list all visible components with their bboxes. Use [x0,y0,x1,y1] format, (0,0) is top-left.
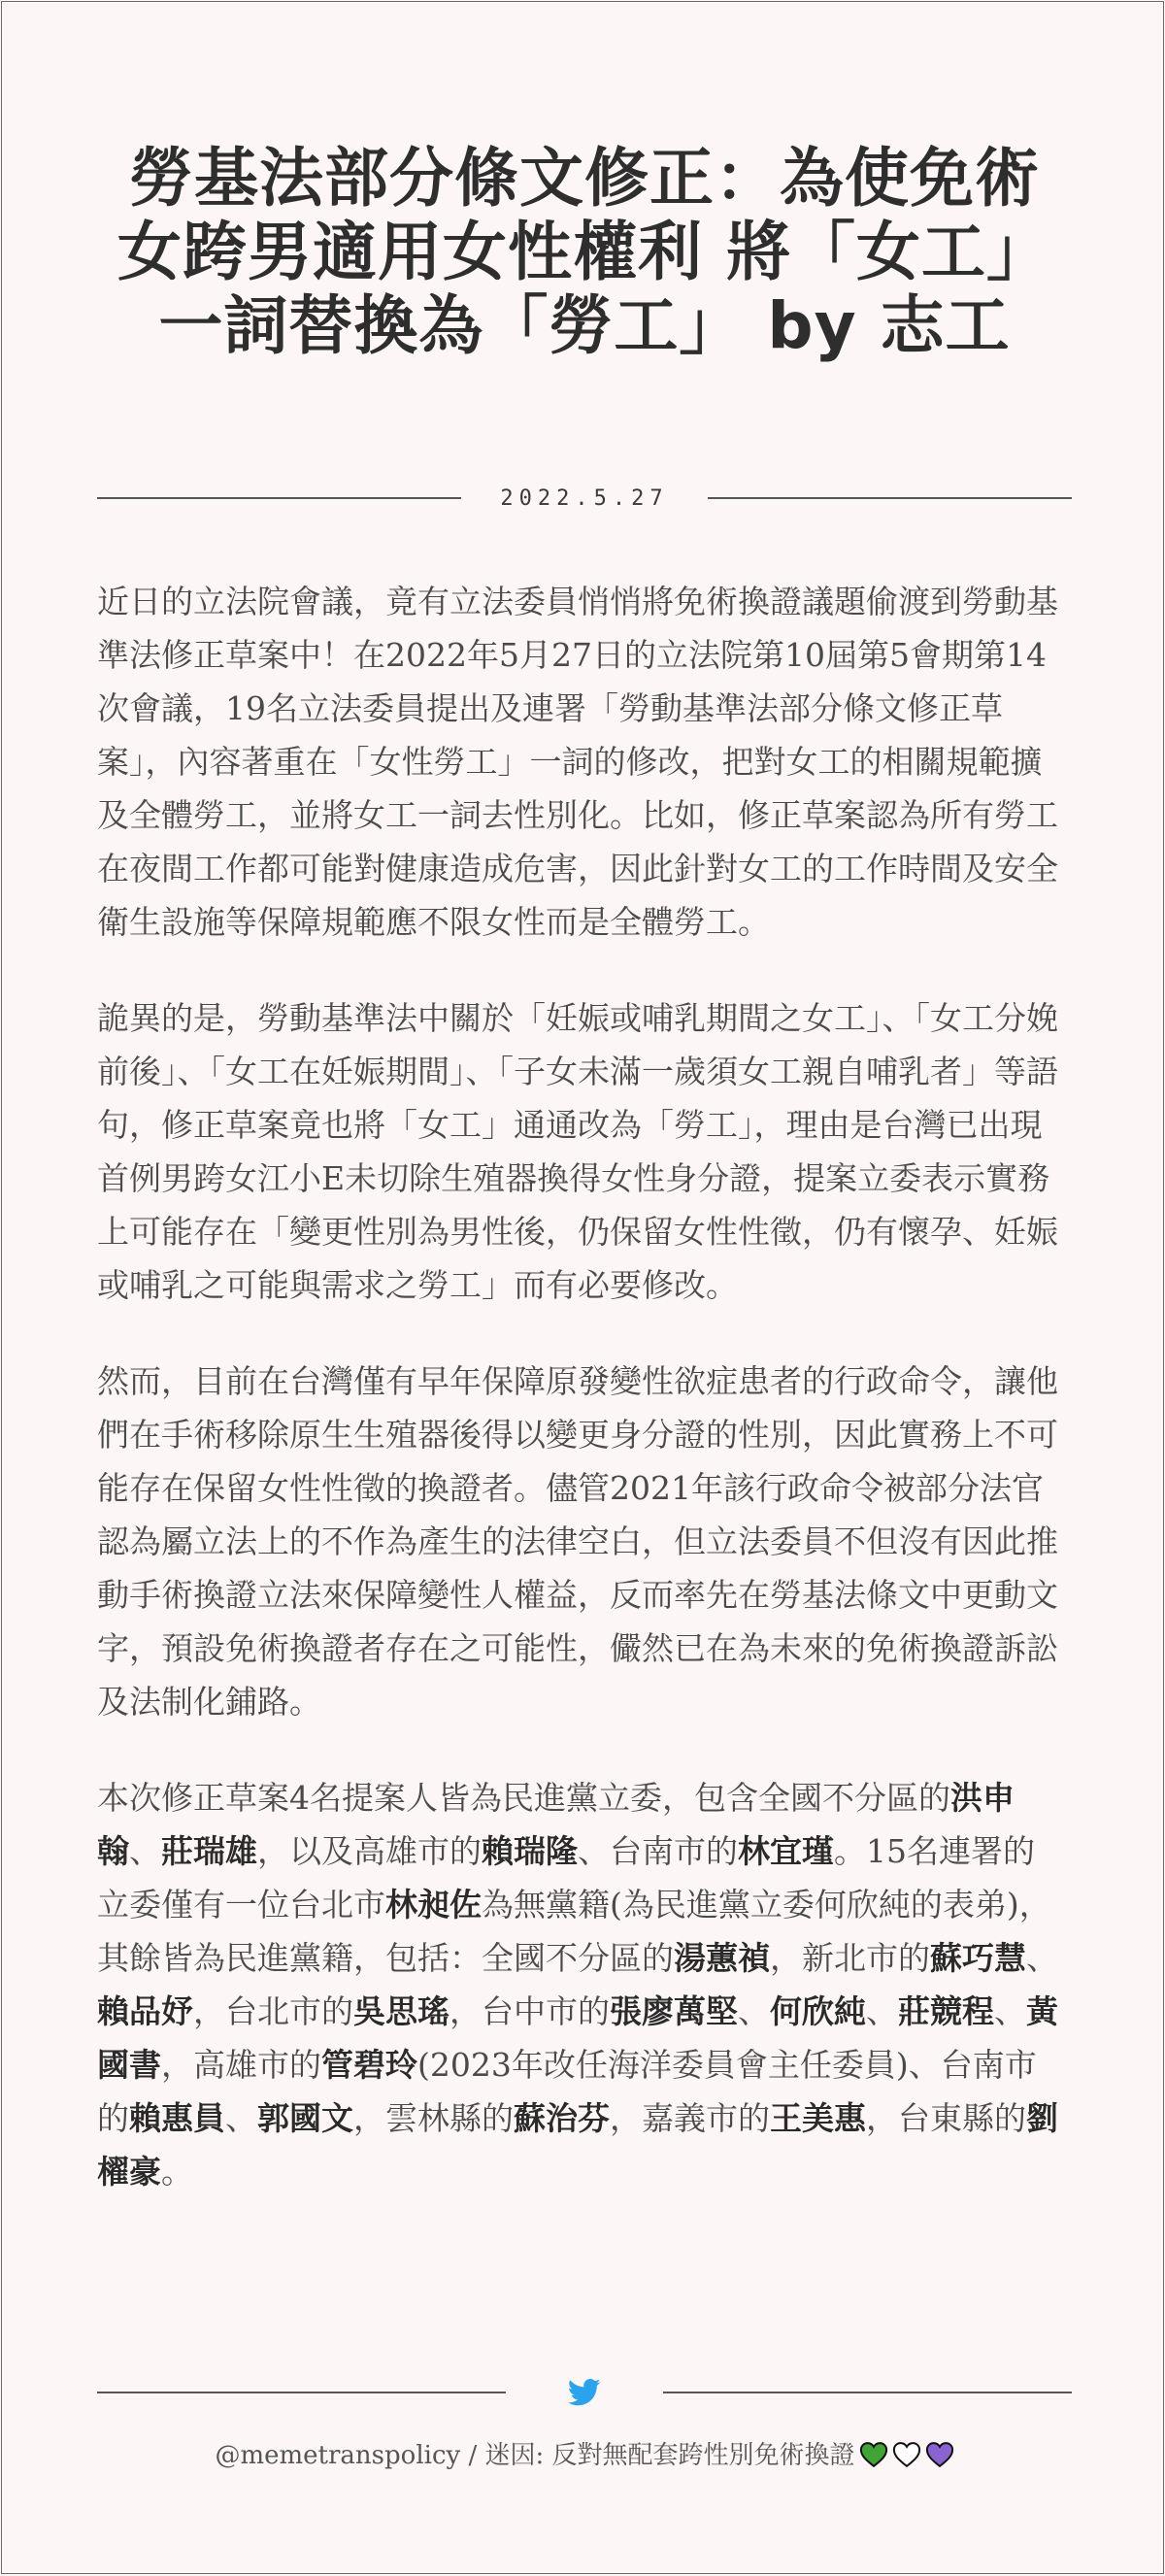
paragraph-text: 、台南市的 [578,1832,738,1870]
article-paragraph [97,1771,1058,2198]
article-paragraph [97,1355,1058,1728]
hearts [855,2441,954,2470]
article-paragraph [97,991,1058,1312]
twitter-bird-icon [568,2378,601,2407]
paragraph-text: ，高雄市的 [161,2046,321,2084]
legislator-name: 何欣純 [770,1992,866,2030]
legislator-name: 吳思瑤 [353,1992,449,2030]
paragraph-text: 。15名連署的立委僅有一位台北市 [97,1832,1035,1924]
paragraph-text: ，台東縣的 [866,2099,1026,2137]
legislator-name: 賴品妤 [97,1992,193,2030]
legislator-name: 賴惠員 [129,2099,225,2137]
article-body [97,575,1058,2241]
paragraph-text: ，嘉義市的 [610,2099,770,2137]
legislator-name: 蘇巧慧 [930,1939,1026,1977]
legislator-name: 莊競程 [898,1992,994,2030]
paragraph-text: ，雲林縣的 [353,2099,514,2137]
paragraph-text: 、 [225,2099,257,2137]
paragraph-text: 本次修正草案4名提案人皆為民進黨立委，包含全國不分區的 [97,1779,950,1817]
divider-right [708,497,1072,499]
paragraph-text: 詭異的是，勞動基準法中關於「妊娠或哺乳期間之女工」、「女工分娩前後」、「女工在妊娠期間」、「子女未滿一歲須女工親自哺乳者」等語句，修正草案竟也將「女工」通通改為「勞工」，理由是台灣已出現首例男跨女江小E未切除生殖器換得女性身分證，提案立委表示實務上可能存在「變更性別為男性後，仍保留女性性徵，仍有懷孕、妊娠或哺乳之可能與需求之勞工」而有必要修改。 [97,999,1058,1304]
article-date: 2022.5.27 [500,485,669,511]
legislator-name: 郭國文 [257,2099,353,2137]
legislator-name: 林昶佐 [385,1886,482,1924]
legislator-name: 林宜瑾 [738,1832,834,1870]
footer-divider-left [97,2392,506,2393]
paragraph-text: ，新北市的 [770,1939,930,1977]
divider-left [97,497,461,499]
paragraph-text: 、 [129,1832,161,1870]
paragraph-text: 、 [738,1992,770,2030]
paragraph-text: 然而，目前在台灣僅有早年保障原發變性欲症患者的行政命令，讓他們在手術移除原生生殖器後得以變更身分證的性別，因此實務上不可能存在保留女性性徵的換證者。儘管2021年該行政命令被部分法官認為屬立法上的不作為產生的法律空白，但立法委員不但沒有因此推動手術換證立法來保障變性人權益，反而率先在勞基法條文中更動文字，預設免術換證者存在之可能性，儼然已在為未來的免術換證訴訟及法制化鋪路。 [97,1362,1058,1721]
legislator-name: 王美惠 [770,2099,866,2137]
paragraph-text: 、 [1026,1939,1058,1977]
legislator-name: 張廖萬堅 [610,1992,738,2030]
paragraph-text: ，台北市的 [193,1992,353,2030]
paragraph-text: (2023年改任海洋委員會主任委員)、台南市的 [97,2046,1037,2137]
date-row [97,484,1072,513]
purple-heart-icon [925,2441,954,2468]
article-title: 勞基法部分條文修正：為使免術女跨男適用女性權利 將「女工」一詞替換為「勞工」 by 志工 [117,141,1051,363]
paragraph-text: 、 [866,1992,898,2030]
credit-text: @memetranspolicy / 迷因: 反對無配套跨性別免術換證 [215,2441,855,2470]
green-heart-icon [859,2441,888,2468]
paragraph-text: 、 [994,1992,1026,2030]
legislator-name: 莊瑞雄 [161,1832,257,1870]
legislator-name: 蘇治芬 [514,2099,610,2137]
footer-divider-row [97,2373,1072,2412]
paragraph-text: 為無黨籍(為民進黨立委何欣純的表弟)，其餘皆為民進黨籍，包括：全國不分區的 [97,1886,1051,1977]
legislator-name: 黃國書 [97,1992,1058,2084]
paragraph-text: ，以及高雄市的 [257,1832,482,1870]
white-heart-icon [892,2441,921,2468]
paragraph-text: ，台中市的 [449,1992,610,2030]
legislator-name: 湯蕙禎 [674,1939,770,1977]
article-paragraph [97,575,1058,949]
footer-divider-right [663,2392,1072,2393]
footer-credit [2,2435,1165,2471]
legislator-name: 洪申翰 [97,1779,1015,1870]
paragraph-text: 近日的立法院會議，竟有立法委員悄悄將免術換證議題偷渡到勞動基準法修正草案中！在2022年5月27日的立法院第10屆第5會期第14次會議，19名立法委員提出及連署「勞動基準法部分條文修正草案」，內容著重在「女性勞工」一詞的修改，把對女工的相關規範擴及全體勞工，並將女工一詞去性別化。比如，修正草案認為所有勞工在夜間工作都可能對健康造成危害，因此針對女工的工作時間及安全衛生設施等保障規範應不限女性而是全體勞工。 [97,583,1058,941]
paragraph-text: 。 [161,2153,193,2191]
legislator-name: 劉櫂豪 [97,2099,1058,2191]
legislator-name: 管碧玲 [321,2046,417,2084]
poster [1,1,1164,2574]
legislator-name: 賴瑞隆 [482,1832,578,1870]
